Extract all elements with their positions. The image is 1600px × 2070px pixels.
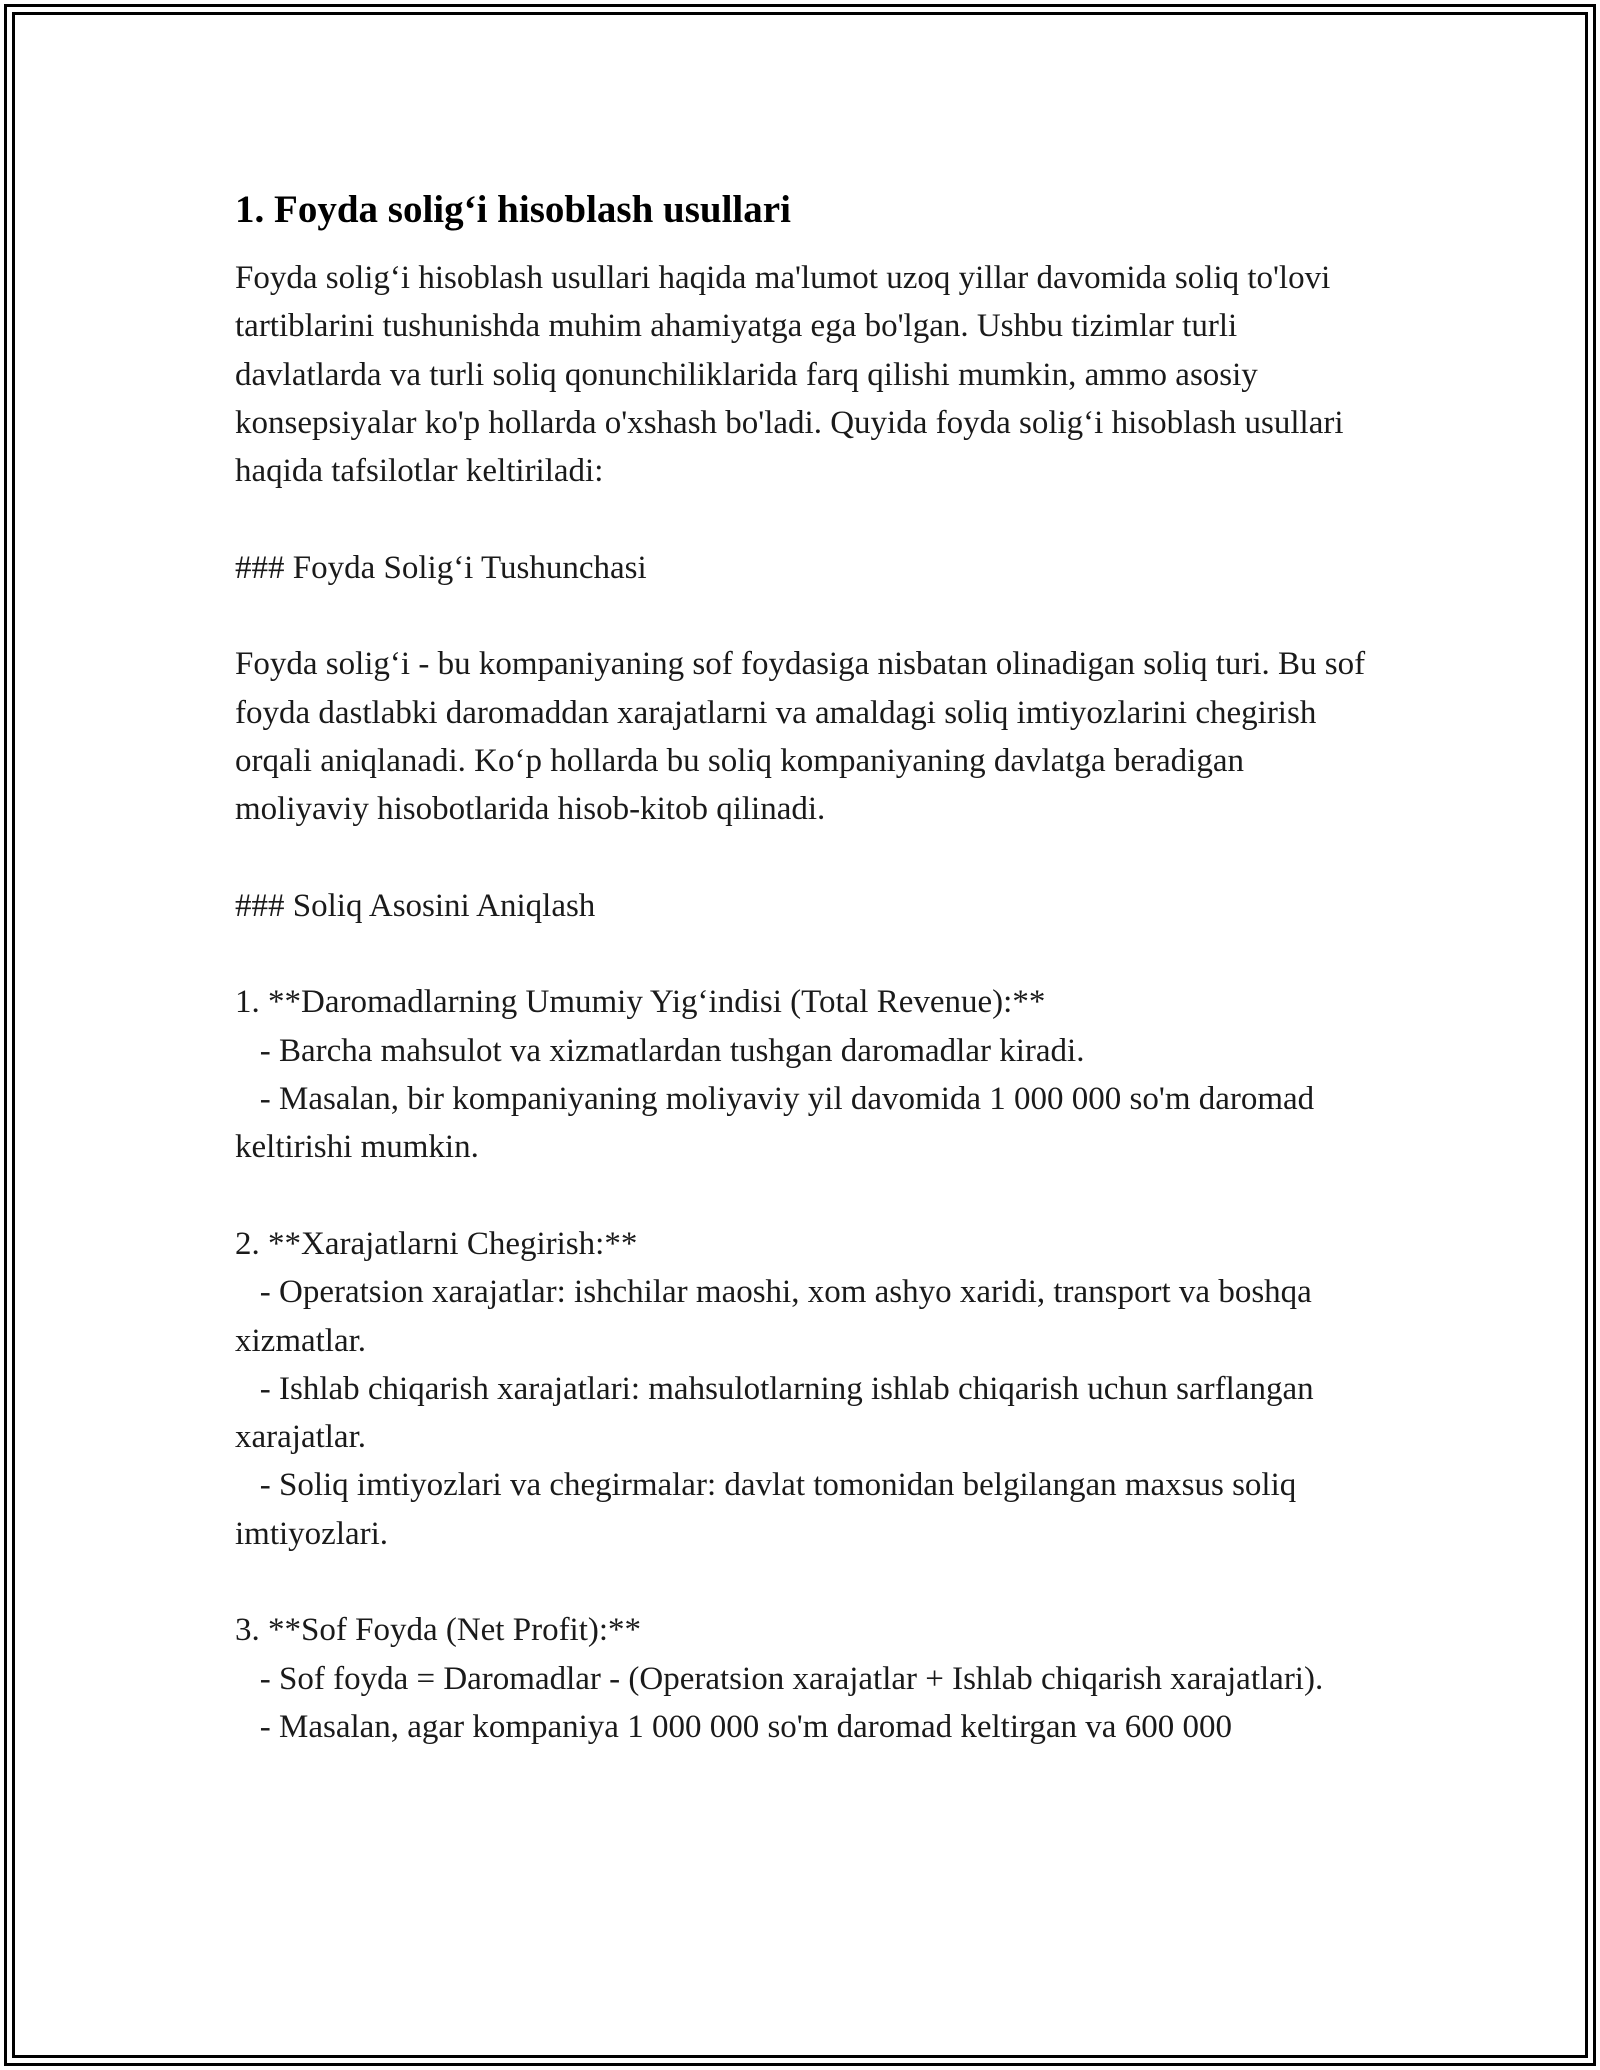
document-body [235, 186, 1375, 1751]
list-item-title-2: 2. **Xarajatlarni Chegirish:** [235, 1225, 638, 1262]
list-item-line: - Ishlab chiqarish xarajatlari: mahsulotlarning ishlab chiqarish uchun sarflangan xarajatlar. [235, 1370, 1322, 1456]
list-item-line: - Masalan, agar kompaniya 1 000 000 so'm daromad keltirgan va 600 000 [235, 1708, 1232, 1745]
section-heading-tax-base: ### Soliq Asosini Aniqlash [235, 887, 596, 924]
list-item-line: - Barcha mahsulot va xizmatlardan tushgan daromadlar kiradi. [235, 1032, 1085, 1069]
concept-paragraph: Foyda solig‘i - bu kompaniyaning sof foydasiga nisbatan olinadigan soliq turi. Bu sof foyda dastlabki daromaddan xarajatlarni va amaldagi soliq imtiyozlarini chegirish orqali aniqlanadi. Ko‘p hollarda bu soliq kompaniyaning davlatga beradigan moliyaviy hisobotlarida hisob-kitob qilinadi. [235, 646, 1374, 828]
document-title: 1. Foyda solig‘i hisoblash usullari [235, 188, 791, 231]
spacer [235, 592, 1375, 640]
list-item-line: - Soliq imtiyozlari va chegirmalar: davlat tomonidan belgilangan maxsus soliq imtiyozlari. [235, 1467, 1305, 1552]
list-item-line: - Operatsion xarajatlar: ishchilar maoshi, xom ashyo xaridi, transport va boshqa xizmatlar. [235, 1274, 1321, 1359]
spacer [235, 1172, 1375, 1220]
spacer [235, 834, 1375, 882]
list-item-line: - Masalan, bir kompaniyaning moliyaviy yil davomida 1 000 000 so'm daromad keltirishi mumkin. [235, 1081, 1323, 1166]
section-heading-concept: ### Foyda Solig‘i Tushunchasi [235, 549, 647, 586]
spacer [235, 495, 1375, 543]
spacer [235, 1558, 1375, 1606]
list-item-line: - Sof foyda = Daromadlar - (Operatsion xarajatlar + Ishlab chiqarish xarajatlari). [235, 1660, 1324, 1697]
spacer [235, 930, 1375, 978]
list-item-title-1: 1. **Daromadlarning Umumiy Yig‘indisi (Total Revenue):** [235, 984, 1046, 1021]
intro-paragraph: Foyda solig‘i hisoblash usullari haqida ma'lumot uzoq yillar davomida soliq to'lovi tartiblarini tushunishda muhim ahamiyatga ega bo'lgan. Ushbu tizimlar turli davlatlarda va turli soliq qonunchiliklarida farq qilishi mumkin, ammo asosiy konsepsiyalar ko'p hollarda o'xshash bo'ladi. Quyida foyda solig‘i hisoblash usullari haqida tafsilotlar keltiriladi: [235, 260, 1352, 490]
list-item-title-3: 3. **Sof Foyda (Net Profit):** [235, 1612, 642, 1649]
